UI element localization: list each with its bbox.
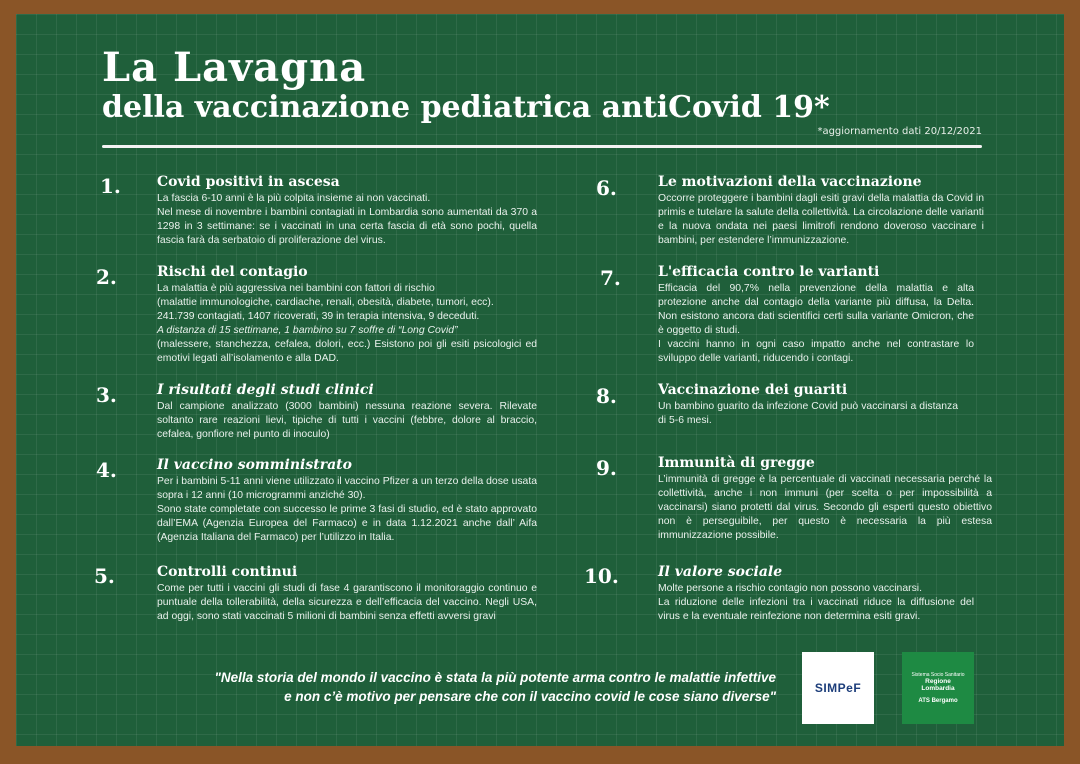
update-note: *aggiornamento dati 20/12/2021: [817, 126, 982, 137]
item-body: [658, 400, 958, 428]
item-number: 9.: [596, 456, 617, 480]
quote-line: e non c’è motivo per pensare che con il vaccino covid le cose siano diverse": [284, 689, 776, 704]
item-title: L'efficacia contro le varianti: [658, 264, 880, 280]
item-number: 2.: [96, 265, 117, 289]
item-number: 1.: [100, 174, 121, 198]
list-item: [658, 382, 958, 428]
item-title: Il valore sociale: [658, 564, 783, 580]
item-number: 10.: [584, 564, 619, 588]
item-number: 4.: [96, 458, 117, 482]
item-title: Il vaccino somministrato: [157, 457, 352, 473]
logo-region-text: Lombardia: [921, 685, 955, 692]
item-title: Immunità di gregge: [658, 455, 815, 471]
title-divider: [102, 145, 982, 148]
list-item: [658, 455, 992, 543]
item-line: (malattie immunologiche, cardiache, renali, obesità, diabete, tumori, ecc).: [157, 297, 494, 308]
item-line: I vaccini hanno in ogni caso impatto anche nel contrastare lo sviluppo delle varianti, riducendo i contagi.: [658, 339, 974, 364]
regione-lombardia-logo: [902, 652, 974, 724]
item-number: 5.: [94, 564, 115, 588]
item-body: [157, 192, 537, 248]
logo-small-text: Sistema Socio Sanitario: [911, 672, 965, 678]
item-line: Per i bambini 5-11 anni viene utilizzato il vaccino Pfizer a un terzo della dose usata sopra i 12 anni (10 microgrammi anziché 30).: [157, 476, 537, 501]
list-item: [157, 264, 537, 366]
item-line: La malattia è più aggressiva nei bambini con fattori di rischio: [157, 283, 435, 294]
item-line: A distanza di 15 settimane, 1 bambino su 7 soffre di “Long Covid”: [157, 325, 458, 336]
item-line: L’immunità di gregge è la percentuale di vaccinati necessaria perché la collettività, anche i non immuni (per scelta o per impossibilità a vaccinarsi) siano protetti dal virus. Secondo gli esperti questo obiettivo non è perseguibile, per questo è necessaria la più estesa immunizzazione possibile.: [658, 474, 992, 541]
item-number: 7.: [600, 266, 621, 290]
list-item: [157, 457, 537, 545]
list-item: [157, 564, 537, 624]
main-title: La Lavagna: [102, 44, 367, 91]
item-body: [157, 282, 537, 366]
item-line: Molte persone a rischio contagio non possono vaccinarsi.: [658, 583, 922, 594]
item-number: 6.: [596, 176, 617, 200]
item-line: (malessere, stanchezza, cefalea, dolori, ecc.) Esistono poi gli esiti psicologici ed emotivi legati all’isolamento e alla DAD.: [157, 339, 537, 364]
item-title: Rischi del contagio: [157, 264, 308, 280]
item-body: [658, 282, 974, 366]
item-title: Vaccinazione dei guariti: [658, 382, 848, 398]
item-body: [658, 582, 974, 624]
item-title: Controlli continui: [157, 564, 298, 580]
list-item: [157, 174, 537, 248]
list-item: [157, 382, 537, 442]
item-line: La fascia 6-10 anni è la più colpita insieme ai non vaccinati.: [157, 193, 431, 204]
item-title: Le motivazioni della vaccinazione: [658, 174, 922, 190]
closing-quote: [126, 668, 776, 706]
item-body: [157, 400, 537, 442]
item-line: Dal campione analizzato (3000 bambini) nessuna reazione severa. Rilevate soltanto rare reazioni lievi, tipiche di tutti i vaccini (febbre, dolore al braccio, cefalea, gonfiore nel punto di inoculo): [157, 401, 537, 440]
chalkboard: [16, 14, 1064, 746]
logo-region-text: Regione: [925, 678, 951, 685]
item-body: [658, 192, 984, 248]
item-line: Occorre proteggere i bambini dagli esiti gravi della malattia da Covid in primis e tutelare la salute della collettività. La circolazione delle varianti e la nuova ondata nei paesi limitrofi rendono doveroso vaccinare i bambini, per estendere l’immunizzazione.: [658, 193, 984, 246]
item-number: 8.: [596, 384, 617, 408]
logo-ats-text: ATS Bergamo: [918, 698, 958, 704]
simpef-logo-text: SIMPeF: [814, 681, 862, 695]
simpef-logo: [802, 652, 874, 724]
quote-line: "Nella storia del mondo il vaccino è stata la più potente arma contro le malattie infettive: [214, 670, 776, 685]
list-item: [658, 264, 974, 366]
sub-title: della vaccinazione pediatrica antiCovid 19*: [102, 90, 830, 125]
item-line: La riduzione delle infezioni tra i vaccinati riduce la diffusione del virus e la eventuale reinfezione non determina esiti gravi.: [658, 597, 974, 622]
item-line: Come per tutti i vaccini gli studi di fase 4 garantiscono il monitoraggio continuo e puntuale della tollerabilità, della sicurezza e dell’efficacia del vaccino. Negli USA, ad oggi, sono stati vaccinati 5 milioni di bambini senza effetti avversi gravi: [157, 583, 537, 622]
item-line: Sono state completate con successo le prime 3 fasi di studio, ed è stato approvato dall’EMA (Agenzia Europea del Farmaco) e in data 1.12.2021 anche dall’ Aifa (Agenzia Italiana del Farmaco) per l’utilizzo in Italia.: [157, 504, 537, 543]
item-title: I risultati degli studi clinici: [157, 382, 374, 398]
item-line: 241.739 contagiati, 1407 ricoverati, 39 in terapia intensiva, 9 deceduti.: [157, 311, 480, 322]
item-line: Nel mese di novembre i bambini contagiati in Lombardia sono aumentati da 370 a 1298 in 3 settimane: se i vaccinati in una certa fascia di età sono pochi, quella fascia farà da serbatoio di proliferazione del virus.: [157, 207, 537, 246]
item-title: Covid positivi in ascesa: [157, 174, 340, 190]
item-line: Efficacia del 90,7% nella prevenzione della malattia e alta protezione anche dal contagio della variante più diffusa, la Delta. Non esistono ancora dati scientifici certi sulla variante Omicron, che è oggetto di studi.: [658, 283, 974, 336]
item-body: [658, 473, 992, 543]
item-body: [157, 475, 537, 545]
list-item: [658, 174, 984, 248]
item-number: 3.: [96, 383, 117, 407]
item-body: [157, 582, 537, 624]
item-line: Un bambino guarito da infezione Covid può vaccinarsi a distanza di 5-6 mesi.: [658, 401, 958, 426]
list-item: [658, 564, 974, 624]
